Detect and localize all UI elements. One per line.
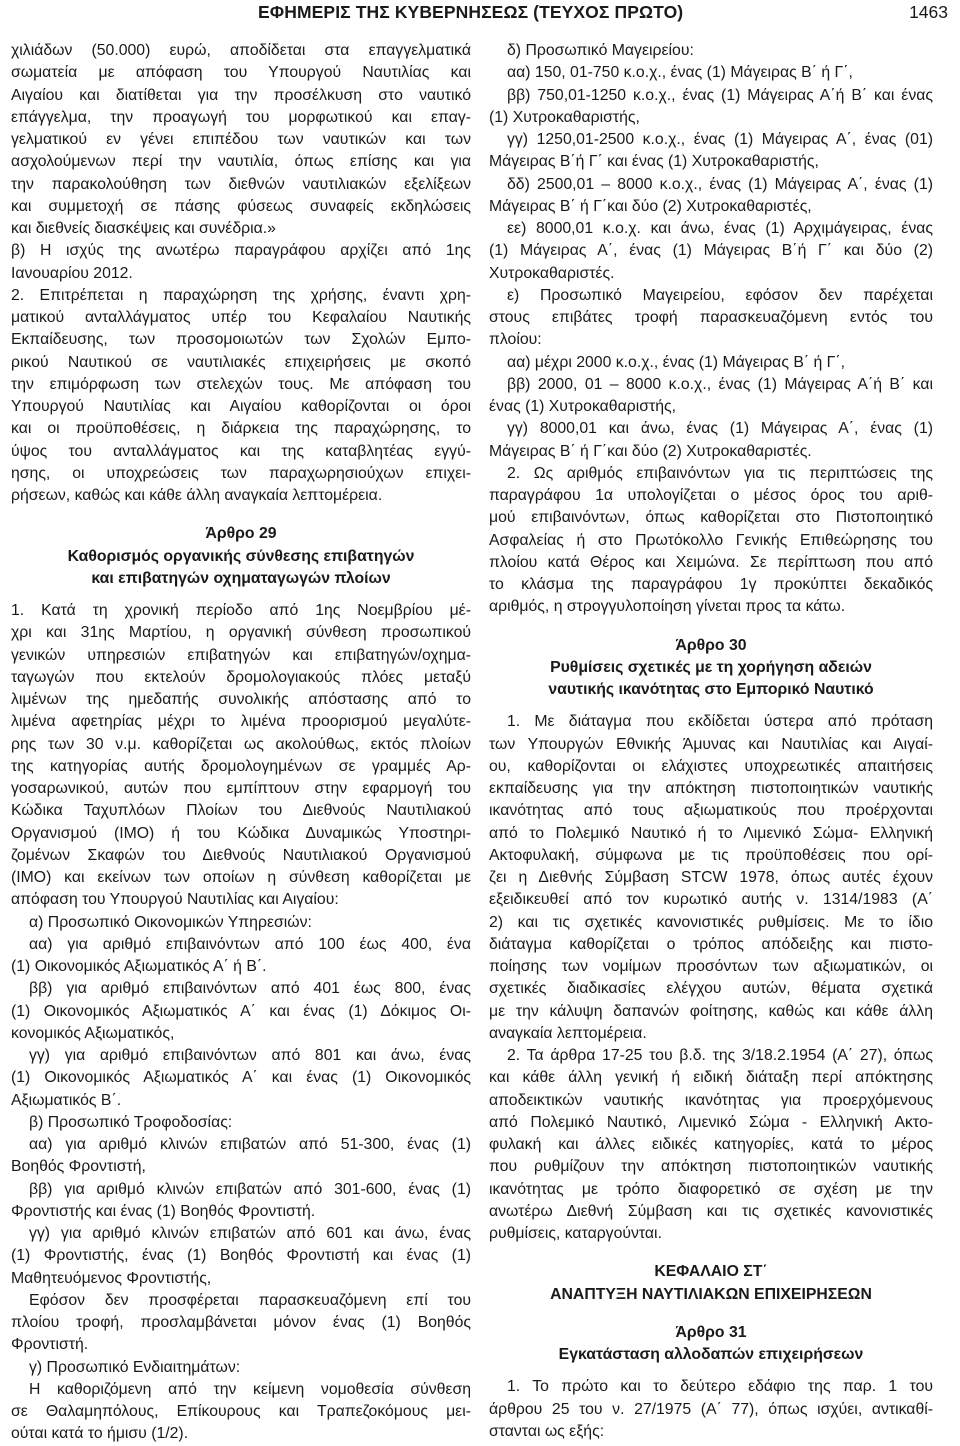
text-line: Αιγαίου και διατίθεται για την προσέλκυση στο ναυτικό: [11, 86, 471, 104]
text-line: με την κάλυψη δαπανών φοίτησης, καθώς και κάθε άλλη: [489, 1002, 933, 1020]
text-line: εξειδικευθεί από τον κυρωτικό αυτής ν. 1314/1983 (Α΄: [489, 891, 933, 909]
text-line: αα) για αριθμό επιβαινόντων από 100 έως 400, ένα: [29, 935, 471, 953]
text-line: πλοίου τροφή, προσλαμβάνεται μόνον ένας (1) Βοηθός: [11, 1314, 471, 1331]
text-line: και συμμετοχή σε πάσης φύσεως συναφείς εκδηλώσεις: [11, 197, 471, 215]
text-line: ρυθμίσεις, καταργούνται.: [489, 1225, 662, 1242]
text-line: ικανότητας από τους αξιωματικούς που προέρχονται: [489, 802, 933, 820]
text-line: ικανότητας με τρόπο διαφορετικό σε σχέση με την: [489, 1180, 933, 1198]
text-line: (1) Χυτροκαθαριστής,: [489, 108, 640, 126]
text-line: Οργανισμού (ΙΜΟ) ή του Κώδικα Δυναμικώς Υποστηρι-: [11, 824, 471, 842]
text-line: αποδεικτικών ναυτικής ικανότητας για προερχόμενους: [489, 1091, 933, 1109]
text-line: γγ) 8000,01 και άνω, ένας (1) Μάγειρας Α΄, ένας (1): [507, 420, 933, 438]
text-line: ησης, οι υποχρεώσεις των παραχωρησιούχων επιχει-: [11, 464, 471, 482]
text-line: Φροντιστή.: [11, 1336, 89, 1354]
text-line: ανωτέρω Διεθνή Σύμβαση και τις σχετικές κανονιστικές: [489, 1202, 933, 1220]
text-line: Αξιωματικός Β΄.: [11, 1091, 122, 1109]
text-line: ύψος του ανταλλάγματος και της καταβλητέας εγγύ-: [11, 442, 471, 460]
text-line: που ρυθμίζουν την απόκτηση πιστοποιητικών ναυτικής: [489, 1158, 933, 1176]
text-line: ζομένων Σκαφών του Διεθνούς Ναυτιλιακού Οργανισμού: [11, 846, 471, 864]
text-line: άρθρου 25 του ν. 27/1975 (Α΄ 77), όπως ισχύει, αντικαθί-: [489, 1400, 933, 1418]
text-line: αριθμός, η στρογγυλοποίηση γίνεται προς τα κάτω.: [489, 598, 846, 616]
text-line: γελματικού εν γένει επιπέδου των ναυτικών και των: [11, 131, 471, 148]
text-line: 1. Με διάταγμα που εκδίδεται ύστερα από πρόταση: [507, 713, 933, 731]
text-line: 2. Επιτρέπεται η παραχώρηση της χρήσης, έναντι χρη-: [11, 286, 471, 304]
text-line: απόφαση του Υπουργού Ναυτιλίας και Αιγαίου:: [11, 891, 339, 909]
text-line: πλοίου:: [489, 331, 542, 349]
text-line: β) Η ισχύς της ανωτέρω παραγράφου αρχίζει από 1ης: [11, 242, 471, 260]
text-line: ε) Προσωπικό Μαγειρείου, εφόσον δεν παρέχεται: [507, 286, 933, 304]
page-header: [0, 2, 948, 26]
text-line: γενικών υπηρεσιών επιβατηγών και επιβατηγών/οχημα-: [11, 646, 471, 664]
text-line: Μαθητευόμενος Φροντιστής,: [11, 1269, 212, 1287]
text-line: την επιμόρφωση των στελεχών τους. Με απόφαση του: [11, 375, 471, 393]
text-line: ασχολούμενων περί την ναυτιλία, όπως επίσης και για: [11, 153, 471, 171]
page-number: 1463: [909, 2, 948, 22]
text-line: Φροντιστής και ένας (1) Βοηθός Φροντιστή.: [11, 1202, 316, 1220]
text-line: ρικού Ναυτικού σε ναυτιλιακές επιχειρήσεις με σκοπό: [11, 353, 471, 371]
text-line: ρης των 30 ν.μ. καθορίζεται ως ακολούθως, εκτός πλοίων: [11, 735, 471, 753]
text-line: Εκπαίδευσης, των προσομοιωτών των Σχολών Εμπο-: [11, 331, 471, 349]
text-line: Ιανουαρίου 2012.: [11, 264, 133, 282]
right-column: [489, 40, 933, 1443]
article-heading-line: Ρυθμίσεις σχετικές με τη χορήγηση αδειών: [550, 658, 872, 676]
article-heading-line: ΑΝΑΠΤΥΞΗ ΝΑΥΤΙΛΙΑΚΩΝ ΕΠΙΧΕΙΡΗΣΕΩΝ: [550, 1285, 872, 1303]
text-line: από Πολεμικό Ναυτικό, Λιμενικό Σώμα - Ελληνική Ακτο-: [489, 1113, 933, 1131]
text-line: Μάγειρας Β΄ ή Γ΄και δύο (2) Χυτροκαθαριστές,: [489, 197, 812, 215]
text-line: αα) μέχρι 2000 κ.ο.χ., ένας (1) Μάγειρας Β΄ ή Γ΄,: [507, 353, 846, 371]
article-heading-line: ΚΕΦΑΛΑΙΟ ΣΤ΄: [654, 1263, 768, 1281]
text-line: 2. Ως αριθμός επιβαινόντων για τις περιπτώσεις της: [507, 464, 933, 482]
text-line: και οι προϋποθέσεις, η διάρκεια της παραχώρησης, το: [11, 420, 471, 438]
text-line: σε Θαλαμηπόλους, Επίκουρους και Τραπεζοκόμους μει-: [11, 1403, 471, 1420]
text-line: στανται ως εξής:: [489, 1422, 605, 1440]
text-line: δδ) 2500,01 – 8000 κ.ο.χ., ένας (1) Μάγειρας Α΄, ένας (1): [507, 175, 933, 193]
text-line: ταγωγών που εκτελούν δρομολογιακούς πλόες μεταξύ: [11, 668, 471, 686]
text-line: ββ) 750,01-1250 κ.ο.χ., ένας (1) Μάγειρας Α΄ή Β΄ και ένας: [507, 86, 933, 104]
text-line: χιλιάδων (50.000) ευρώ, αποδίδεται στα επαγγελματικά: [11, 42, 471, 59]
article-heading-line: Άρθρο 30: [675, 636, 747, 654]
paragraph-gap: [11, 507, 471, 523]
text-line: από το Πολεμικό Ναυτικό ή το Λιμενικό Σώμα- Ελληνική: [489, 824, 933, 842]
text-line: Βοηθός Φροντιστή,: [11, 1158, 146, 1176]
text-line: γγ) για αριθμό επιβαινόντων από 801 και άνω, ένας: [29, 1047, 471, 1064]
text-line: γοσαρωνικού, αυτών που εμπίπτουν στην εφαρμογή του: [11, 780, 471, 797]
article-heading-line: και επιβατηγών οχηματαγωγών πλοίων: [91, 569, 391, 587]
text-line: β) Προσωπικό Τροφοδοσίας:: [29, 1113, 233, 1131]
article-heading-line: Άρθρο 31: [675, 1323, 747, 1341]
text-line: αα) για αριθμό κλινών επιβατών από 51-300, ένας (1): [29, 1136, 471, 1153]
text-line: εε) 8000,01 κ.ο.χ. και άνω, ένας (1) Αρχιμάγειρας, ένας: [507, 220, 933, 237]
text-line: (1) Οικονομικός Αξιωματικός Α΄ ή Β΄.: [11, 958, 267, 975]
text-line: α) Προσωπικό Οικονομικών Υπηρεσιών:: [29, 913, 312, 931]
text-line: χρι και 31ης Μαρτίου, η οργανική σύνθεση προσωπικού: [11, 624, 471, 642]
text-line: εκπαίδευσης για την απόκτηση πιστοποιητικών ναυτικής: [489, 780, 933, 797]
text-line: (1) Οικονομικός Αξιωματικός Α΄ και ένας (1) Δόκιμος Οι-: [11, 1002, 471, 1020]
text-line: Η καθοριζόμενη από την κείμενη νομοθεσία σύνθεση: [29, 1380, 471, 1398]
text-line: (1) Οικονομικός Αξιωματικός Α΄ και ένας (1) Οικονομικός: [11, 1069, 471, 1087]
text-line: (ΙΜΟ) και εκείνων των οποίων η σύνθεση καθορίζεται με: [11, 869, 471, 886]
text-line: ποίησης των νομίμων προσόντων των αξιωματικών, οι: [489, 958, 933, 975]
paragraph-gap: [489, 701, 933, 711]
text-line: (1) Μάγειρας Α΄, ένας (1) Μάγειρας Β΄ή Γ΄ και δύο (2): [489, 242, 933, 260]
text-line: Χυτροκαθαριστές.: [489, 264, 615, 282]
paragraph-gap: [489, 1306, 933, 1322]
text-line: κονομικός Αξιωματικός,: [11, 1024, 175, 1042]
text-line: ου, καθορίζονται οι ελάχιστες υποχρεωτικές απαιτήσεις: [489, 757, 933, 775]
text-line: γ) Προσωπικό Ενδιαιτημάτων:: [29, 1358, 241, 1376]
text-line: φυλακή και άλλες ειδικές κατηγορίες, κατά το μέρος: [489, 1136, 933, 1153]
text-line: και κάθε άλλη γενική ή ειδική διάταξη περί απόκτησης: [489, 1069, 933, 1087]
text-line: (1) Φροντιστής, ένας (1) Βοηθός Φροντιστή και ένας (1): [11, 1247, 471, 1265]
text-line: ούται κατά το ήμισυ (1/2).: [11, 1425, 189, 1443]
text-line: μού επιβαινόντων, όπως καθορίζεται στο Πιστοποιητικό: [489, 509, 933, 527]
text-line: 1. Κατά τη χρονική περίοδο από 1ης Νοεμβρίου μέ-: [11, 602, 471, 619]
text-line: Μάγειρας Β΄ ή Γ΄και δύο (2) Χυτροκαθαριστές.: [489, 442, 812, 460]
text-line: και διεθνείς διασκέψεις και συνέδρια.»: [11, 220, 276, 237]
text-line: δ) Προσωπικό Μαγειρείου:: [507, 42, 694, 59]
article-heading-line: ναυτικής ικανότητας στο Εμπορικό Ναυτικό: [548, 681, 874, 698]
header-title: ΕΦΗΜΕΡΙΣ ΤΗΣ ΚΥΒΕΡΝΗΣΕΩΣ (ΤΕΥΧΟΣ ΠΡΩΤΟ): [258, 2, 684, 22]
text-line: Κώδικα Ταχυπλόων Πλοίων του Διεθνούς Ναυτιλιακού: [11, 802, 471, 820]
paragraph-gap: [489, 619, 933, 635]
text-line: στους επιβάτες τροφή παρασκευαζόμενη εντός του: [489, 309, 933, 326]
text-line: σχετικές διαδικασίες ελέγχου αυτών, θέματα σχετικά: [489, 980, 933, 998]
text-line: διάταγμα καθορίζεται ο τρόπος απόδειξης και πιστο-: [489, 935, 933, 953]
text-line: ββ) για αριθμό κλινών επιβατών από 301-600, ένας (1): [29, 1180, 471, 1198]
text-line: Μάγειρας Β΄ή Γ΄ και ένας (1) Χυτροκαθαριστής,: [489, 153, 819, 171]
text-line: γγ) 1250,01-2500 κ.ο.χ., ένας (1) Μάγειρας Α΄, ένας (01): [507, 131, 933, 148]
text-line: ρήσεων, καθώς και κάθε άλλη αναγκαία λεπτομέρεια.: [11, 487, 383, 504]
text-line: 1. Το πρώτο και το δεύτερο εδάφιο της παρ. 1 του: [507, 1378, 933, 1396]
text-line: 2) και τις σχετικές κανονιστικές ρυθμίσεις. Με το ίδιο: [489, 913, 933, 931]
text-line: ββ) για αριθμό επιβαινόντων από 401 έως 800, ένας: [29, 980, 471, 998]
text-line: ένας (1) Χυτροκαθαριστής,: [489, 398, 676, 415]
text-line: ββ) 2000, 01 – 8000 κ.ο.χ., ένας (1) Μάγειρας Α΄ή Β΄ και: [507, 375, 933, 393]
left-column: [11, 40, 471, 1446]
text-line: Εφόσον δεν προσφέρεται παρασκευαζόμενη επί του: [29, 1291, 471, 1309]
text-line: αα) 150, 01-750 κ.ο.χ., ένας (1) Μάγειρας Β΄ ή Γ΄,: [507, 64, 853, 82]
article-heading-line: Καθορισμός οργανικής σύνθεσης επιβατηγών: [67, 547, 415, 565]
text-line: την παρακολούθηση των διεθνών ναυτιλιακών εξελίξεων: [11, 175, 471, 193]
text-line: των Υπουργών Εθνικής Άμυνας και Ναυτιλίας και Αιγαί-: [489, 735, 933, 753]
paragraph-gap: [489, 1245, 933, 1261]
text-line: σωματεία με απόφαση του Υπουργού Ναυτιλίας και: [11, 64, 471, 82]
article-heading-line: Άρθρο 29: [205, 525, 277, 543]
text-line: της κατηγορίας αυτής δρομολογημένων σε γραμμές Αρ-: [11, 757, 471, 775]
text-line: παραγράφου 1α υπολογίζεται ο μέσος όρος του αριθ-: [489, 487, 933, 504]
text-line: επάγγελμα, την προαγωγή του μορφωτικού και επαγ-: [11, 108, 471, 126]
text-line: 2. Τα άρθρα 17-25 του β.δ. της 3/18.2.1954 (Α΄ 27), όπως: [507, 1047, 933, 1064]
text-line: λιμένων της ημεδαπής συνολικής απόστασης από το: [11, 691, 471, 708]
text-line: το κλάσμα της παραγράφου 1γ προκύπτει δεκαδικός: [489, 576, 933, 593]
text-line: Υπουργού Ναυτιλίας και Αιγαίου καθορίζονται οι όροι: [11, 398, 471, 415]
paragraph-gap: [11, 590, 471, 600]
text-line: αναγκαία λεπτομέρεια.: [489, 1024, 647, 1042]
text-line: Ασφαλείας ή στο Πρωτόκολλο Γενικής Επιθεώρησης του: [489, 531, 933, 549]
text-line: ματικού ανταλλάγματος υπέρ του Κεφαλαίου Ναυτικής: [11, 309, 471, 326]
text-line: ζει η Διεθνής Σύμβαση STCW 1978, όπως αυτές έχουν: [489, 869, 933, 886]
text-line: λιμένα αφετηρίας μέχρι το λιμένα προορισμού μεγαλύτε-: [11, 713, 471, 731]
text-line: γγ) για αριθμό κλινών επιβατών από 601 και άνω, ένας: [29, 1225, 471, 1242]
text-line: Ακτοφυλακή, σύμφωνα με τις προϋποθέσεις που ορί-: [489, 846, 933, 864]
text-line: πλοίου κατά Θέρος και Χειμώνα. Σε περίπτωση που από: [489, 553, 933, 571]
paragraph-gap: [489, 1366, 933, 1376]
article-heading-line: Εγκατάσταση αλλοδαπών επιχειρήσεων: [558, 1346, 864, 1363]
